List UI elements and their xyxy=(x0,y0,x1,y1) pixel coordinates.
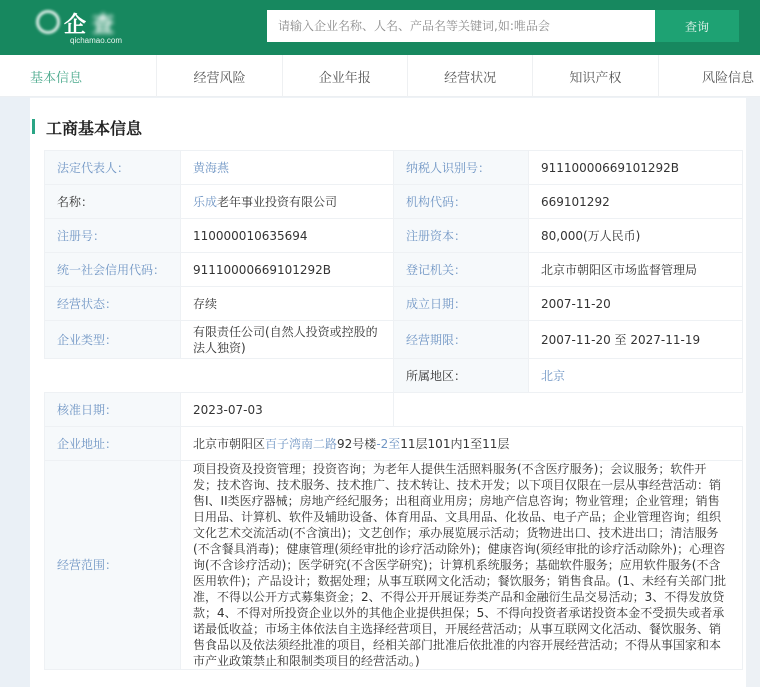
logo-mark-icon xyxy=(36,10,60,34)
address-floor-link[interactable]: -2至 xyxy=(376,436,401,451)
legal-rep-link[interactable]: 黄海燕 xyxy=(193,160,230,175)
credit-code-value: 91110000669101292B xyxy=(181,253,394,287)
taxpayer-id-value: 91110000669101292B xyxy=(529,151,743,185)
right-gutter xyxy=(746,97,760,687)
taxpayer-id-label: 纳税人识别号： xyxy=(394,151,529,185)
founded-value: 2007-11-20 xyxy=(529,287,743,321)
table-row xyxy=(45,185,743,219)
legal-rep-label: 法定代表人： xyxy=(45,151,181,185)
scope-label: 经营范围： xyxy=(45,461,181,670)
tab-annual-report[interactable]: 企业年报 xyxy=(283,55,408,97)
section-title: 工商基本信息 xyxy=(46,119,143,138)
empty-cell xyxy=(394,393,743,427)
status-label: 经营状态： xyxy=(45,287,181,321)
term-label: 经营期限： xyxy=(394,321,529,359)
site-logo[interactable] xyxy=(36,8,146,44)
region-link[interactable]: 北京 xyxy=(541,368,566,383)
name-label: 名称： xyxy=(45,185,181,219)
region-label: 所属地区： xyxy=(394,359,529,393)
address-road-link[interactable]: 百子湾南二路 xyxy=(265,436,338,451)
left-gutter xyxy=(0,97,30,687)
approval-date-label: 核准日期： xyxy=(45,393,181,427)
reg-capital-label: 注册资本： xyxy=(394,219,529,253)
approval-date-value: 2023-07-03 xyxy=(181,393,394,427)
term-value: 2007-11-20 至 2027-11-19 xyxy=(529,321,743,359)
table-row xyxy=(45,219,743,253)
reg-authority-value: 北京市朝阳区市场监督管理局 xyxy=(529,253,743,287)
logo-domain: qichamao.com xyxy=(70,36,123,45)
company-type-value: 有限责任公司(自然人投资或控股的法人独资) xyxy=(181,321,394,359)
tab-basic-info[interactable]: 基本信息 xyxy=(0,55,157,97)
tab-business-risk[interactable]: 经营风险 xyxy=(157,55,282,97)
logo-text: 企 xyxy=(64,13,93,38)
search-input[interactable] xyxy=(267,10,655,42)
tab-business-status[interactable]: 经营状况 xyxy=(408,55,533,97)
business-info-table xyxy=(44,150,743,670)
table-row xyxy=(45,287,743,321)
table-row xyxy=(45,321,743,359)
credit-code-label: 统一社会信用代码： xyxy=(45,253,181,287)
reg-no-value: 110000010635694 xyxy=(181,219,394,253)
search-bar xyxy=(267,10,739,42)
org-code-label: 机构代码： xyxy=(394,185,529,219)
address-value: 北京市朝阳区百子湾南二路92号楼-2至11层101内1至11层 xyxy=(181,427,743,461)
table-row xyxy=(45,151,743,185)
reg-capital-value: 80,000(万人民币) xyxy=(529,219,743,253)
scope-value: 项目投资及投资管理；投资咨询；为老年人提供生活照料服务(不含医疗服务)；会议服务；软件开发；技术咨询、技术服务、技术推广、技术转让、技术开发；以下项目仅限在一层从事经营活动：销售I、II类医疗器械；房地产经纪服务；出租商业用房；房地产信息咨询；物业管理；企业管理；销售日用品、计算机、软件及辅助设备、体育用品、文具用品、化妆品、电子产品；企业管理咨询；组织文化艺术交流活动(不含演出)；文艺创作；承办展览展示活动；货物进出口、技术进出口；清洁服务(不含餐具消毒)；健康管理(须经审批的诊疗活动除外)；健康咨询(须经审批的诊疗活动除外)；心理咨询(不含诊疗活动)；医学研究(不含医学研究)；计算机系统服务；基础软件服务；应用软件服务(不含医用软件)；产品设计；数据处理；从事互联网文化活动；餐饮服务；销售食品。(1、未经有关部门批准，不得以公开方式募集资金；2、不得公开开展证券类产品和金融衍生品交易活动；3、不得发放贷款；4、不得对所投资企业以外的其他企业提供担保；5、不得向投资者承诺投资本金不受损失或者承诺最低收益；市场主体依法自主选择经营项目，开展经营活动；从事互联网文化活动、餐饮服务、销售食品以及依法须经批准的项目，经相关部门批准后依批准的内容开展经营活动；不得从事国家和本市产业政策禁止和限制类项目的经营活动。) xyxy=(181,461,743,670)
search-button[interactable]: 查询 xyxy=(655,10,739,42)
org-code-value: 669101292 xyxy=(529,185,743,219)
company-type-label: 企业类型： xyxy=(45,321,181,359)
table-row xyxy=(45,461,743,670)
reg-no-label: 注册号： xyxy=(45,219,181,253)
table-row xyxy=(45,427,743,461)
name-link[interactable]: 乐成 xyxy=(193,194,218,209)
table-row xyxy=(45,359,743,393)
tab-intellectual-property[interactable]: 知识产权 xyxy=(533,55,658,97)
table-row xyxy=(45,393,743,427)
founded-label: 成立日期： xyxy=(394,287,529,321)
address-label: 企业地址： xyxy=(45,427,181,461)
logo-blurred-text: 查 xyxy=(92,13,121,38)
tab-risk-info[interactable]: 风险信息 xyxy=(702,70,755,86)
empty-cell xyxy=(45,359,394,393)
tab-nav xyxy=(0,55,760,97)
section-title-accent xyxy=(32,119,35,134)
reg-authority-label: 登记机关： xyxy=(394,253,529,287)
status-value: 存续 xyxy=(181,287,394,321)
table-row xyxy=(45,253,743,287)
name-value: 老年事业投资有限公司 xyxy=(217,194,338,209)
